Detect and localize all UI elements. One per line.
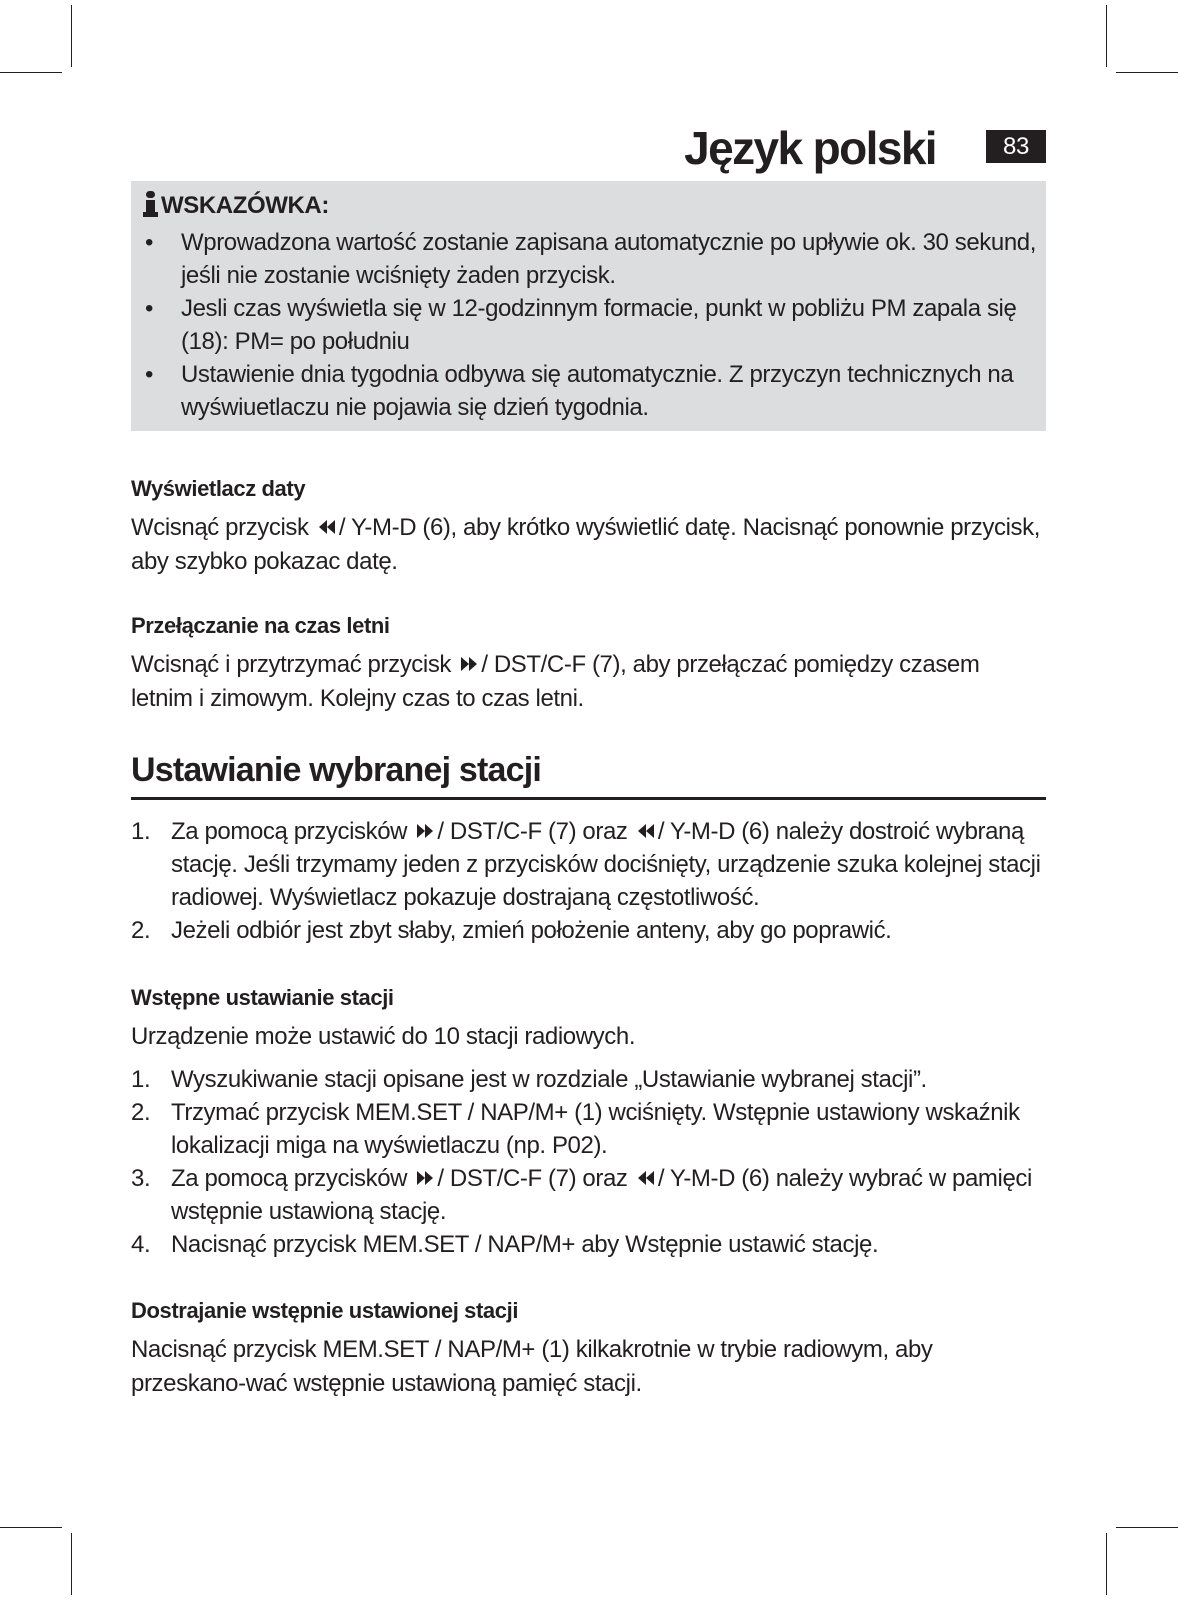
crop-mark — [1106, 5, 1107, 67]
preset-steps — [131, 1063, 1046, 1261]
list-item — [131, 815, 1046, 914]
list-item-text: Wprowadzona wartość zostanie zapisana automatycznie po upływie ok. 30 sekund, jeśli nie zostanie wciśnięty żaden przycisk. — [181, 229, 1037, 289]
section-divider — [131, 797, 1046, 800]
crop-mark — [1106, 1533, 1107, 1595]
note-box — [131, 181, 1046, 431]
list-item: • Wprowadzona wartość zostanie zapisana automatycznie po upływie ok. 30 sekund, jeśli nie zostanie wciśnięty żaden przycisk. — [145, 229, 1037, 289]
list-item-text: Jesli czas wyświetla się w 12-godzinnym formacie, punkt w pobliżu PM zapala się (18): PM= po południu — [181, 295, 1017, 355]
info-icon — [143, 191, 157, 217]
text-run: Nacisnąć przycisk MEM.SET / NAP/M+ aby Wstępnie ustawić stację. — [171, 1231, 879, 1258]
crop-mark — [0, 72, 62, 73]
section-title: Ustawianie wybranej stacji — [131, 751, 542, 789]
list-item — [131, 1063, 1046, 1096]
tune-preset-text: Nacisnąć przycisk MEM.SET / NAP/M+ (1) kilkakrotnie w trybie radiowym, aby przeskano-wać wstępnie ustawioną pamięć stacji. — [131, 1336, 933, 1397]
fast-forward-icon — [459, 655, 479, 673]
crop-mark — [71, 1533, 72, 1595]
text-run: Za pomocą przycisków — [171, 1165, 408, 1192]
preset-heading: Wstępne ustawianie stacji — [131, 985, 394, 1010]
text-run: Wcisnąć przycisk — [131, 514, 309, 541]
note-heading-label: WSKAZÓWKA: — [161, 192, 329, 219]
date-display-heading: Wyświetlacz daty — [131, 476, 306, 501]
text-run: / DST/C-F (7), aby przełączać pomiędzy czasem letnim i zimowym. Kolejny czas to czas letni. — [131, 651, 980, 712]
text-run: / Y-M-D (6), aby krótko wyświetlić datę. Nacisnąć ponownie przycisk, aby szybko pokazac datę. — [131, 514, 1040, 575]
dst-text — [131, 648, 1046, 716]
crop-mark — [71, 5, 72, 67]
list-item — [131, 1096, 1046, 1162]
text-run: Trzymać przycisk MEM.SET / NAP/M+ (1) wciśnięty. Wstępnie ustawiony wskaźnik lokalizacji miga na wyświetlaczu (np. P02). — [171, 1099, 1020, 1159]
text-run: Za pomocą przycisków — [171, 818, 408, 845]
crop-mark — [0, 1527, 62, 1528]
text-run: / Y-M-D (6) należy wybrać w pamięci wstępnie ustawioną stację. — [171, 1165, 1032, 1225]
rewind-icon — [636, 822, 656, 840]
text-run: Wcisnąć i przytrzymać przycisk — [131, 651, 452, 678]
fast-forward-icon — [415, 822, 435, 840]
rewind-icon — [317, 518, 337, 536]
list-item-text: Ustawienie dnia tygodnia odbywa się automatycznie. Z przyczyn technicznych na wyświuetlaczu nie pojawia się dzień tygodnia. — [181, 361, 1014, 421]
step-number: 1. — [131, 818, 151, 845]
tuning-steps — [131, 815, 1046, 947]
list-item — [131, 914, 1046, 947]
list-item — [131, 1228, 1046, 1261]
text-run: / DST/C-F (7) oraz — [437, 1165, 628, 1192]
list-item: • Ustawienie dnia tygodnia odbywa się automatycznie. Z przyczyn technicznych na wyświuetlaczu nie pojawia się dzień tygodnia. — [145, 361, 1014, 421]
list-item: • Jesli czas wyświetla się w 12-godzinnym formacie, punkt w pobliżu PM zapala się (18): PM= po południu — [145, 295, 1017, 355]
note-heading — [143, 191, 329, 221]
crop-mark — [1116, 1527, 1178, 1528]
page-number: 83 — [986, 130, 1046, 163]
text-run: / DST/C-F (7) oraz — [437, 818, 628, 845]
step-number: 2. — [131, 1099, 151, 1126]
text-run: Jeżeli odbiór jest zbyt słaby, zmień położenie anteny, aby go poprawić. — [171, 917, 892, 944]
preset-intro: Urządzenie może ustawić do 10 stacji radiowych. — [131, 1023, 636, 1050]
step-number: 2. — [131, 917, 151, 944]
text-run: / Y-M-D (6) należy dostroić wybraną stację. Jeśli trzymamy jeden z przycisków dociśnięty, urządzenie szuka kolejnej stacji radiowej. Wyświetlacz pokazuje dostrajaną częstotliwość. — [171, 818, 1041, 911]
tune-preset-heading: Dostrajanie wstępnie ustawionej stacji — [131, 1298, 519, 1323]
fast-forward-icon — [415, 1169, 435, 1187]
step-number: 1. — [131, 1066, 151, 1093]
step-number: 4. — [131, 1231, 151, 1258]
date-display-text — [131, 511, 1046, 579]
list-item — [131, 1162, 1046, 1228]
step-number: 3. — [131, 1165, 151, 1192]
text-run: Wyszukiwanie stacji opisane jest w rozdziale „Ustawianie wybranej stacji”. — [171, 1066, 927, 1093]
page-title: Język polski — [684, 122, 936, 174]
dst-heading: Przełączanie na czas letni — [131, 613, 390, 638]
crop-mark — [1116, 72, 1178, 73]
note-list — [131, 226, 1046, 424]
rewind-icon — [636, 1169, 656, 1187]
